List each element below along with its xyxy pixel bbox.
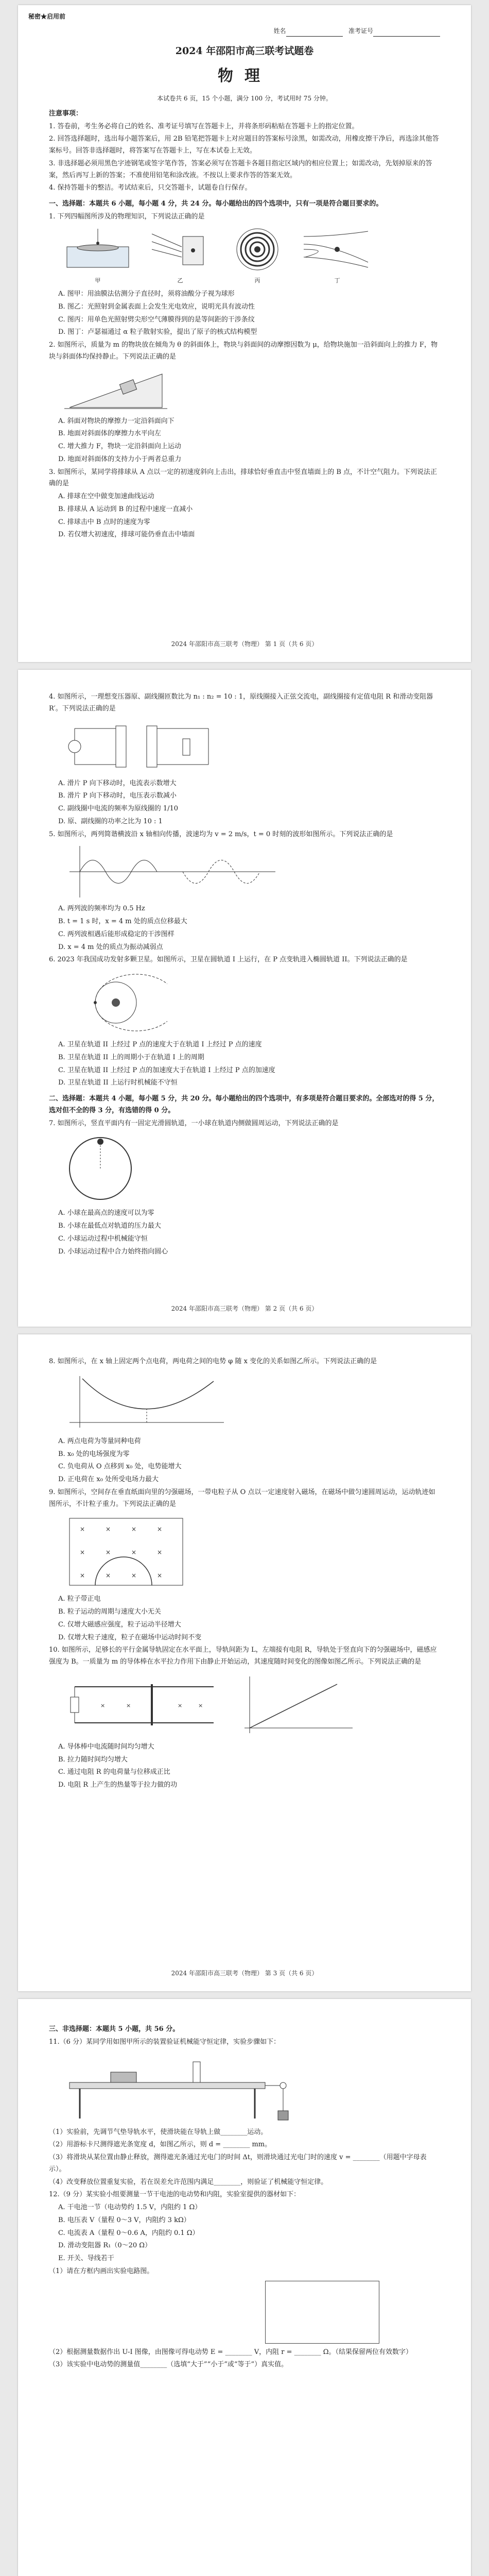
question-7-option: B. 小球在最低点对轨道的压力最大 [58,1222,161,1230]
figure-photoelectric [147,226,214,286]
svg-text:×: × [131,1572,137,1580]
exam-page-3 [18,1334,471,1991]
figure-interference-rings [229,226,286,286]
circuit-drawing-box[interactable] [265,2281,379,2344]
svg-text:×: × [178,1702,183,1709]
question-1-option: C. 图丙：用单色光照射劈尖形空气薄膜得到的是等间距的干涉条纹 [58,315,255,324]
figure-label: 丁 [334,277,340,284]
figure-alpha-scattering [301,226,373,286]
question-12-part: （2）根据测量数据作出 U-I 图像，由图像可得电动势 E = ________ V，内阻 r = ________ Ω。（结果保留两位有效数字） [49,2348,413,2356]
question-6-stem: 6. 2023 年我国成功发射多颗卫星。如图所示，卫星在圆轨道 I 上运行，在 P 点变轨进入椭圆轨道 II。下列说法正确的是 [49,956,408,964]
exam-title: 2024 年邵阳市高三联考试题卷 [175,45,314,57]
question-2-figure [64,366,440,413]
question-12-equipment: B. 电压表 V（量程 0～3 V，内阻约 3 kΩ） [58,2216,190,2224]
question-9-figure [64,1513,440,1590]
exam-page-4 [18,1999,471,2576]
question-12-equipment: C. 电流表 A（量程 0～0.6 A，内阻约 0.1 Ω） [58,2229,199,2237]
question-4-option: D. 原、副线圈的功率之比为 10 : 1 [58,817,163,825]
question-11-part: （1）实验前，先调节气垫导轨水平，使滑块能在导轨上做________运动。 [49,2128,268,2136]
question-4-option: A. 滑片 P 向下移动时，电流表示数增大 [58,779,177,787]
question-1-option: A. 图甲：用油膜法估测分子直径时，须将油酸分子视为球形 [58,290,235,298]
svg-text:×: × [106,1549,111,1556]
question-9-option: D. 仅增大粒子速度，粒子在磁场中运动时间不变 [58,1633,202,1641]
svg-text:×: × [157,1572,163,1580]
question-2-option: C. 增大推力 F，物块一定沿斜面向上运动 [58,443,181,450]
svg-text:×: × [100,1702,106,1709]
notice-item: 2. 回答选择题时，选出每小题答案后，用 2B 铅笔把答题卡上对应题目的答案标号涂黑，如需改动，用橡皮擦干净后，再选涂其他答案标号。回答非选择题时，将答案写在答题卡上，写在本试卷上无效。 [49,135,439,155]
subject-title: 物理 [218,67,271,86]
question-2-stem: 2. 如图所示，质量为 m 的物块放在倾角为 θ 的斜面体上，物块与斜面间的动摩擦因数为 μ，给物块施加一沿斜面向上的推力 F，物块与斜面体均保持静止。下列说法正确的是 [49,341,438,361]
figure-oil-film [64,226,131,286]
question-5-stem: 5. 如图所示，两列简谐横波沿 x 轴相向传播，波速均为 v = 2 m/s，t = 0 时刻的波形如图所示。下列说法正确的是 [49,830,393,838]
question-10-stem: 10. 如图所示，足够长的平行金属导轨固定在水平面上，导轨间距为 L，左端接有电阻 R，导轨处于竖直向下的匀强磁场中，磁感应强度为 B。一质量为 m 的导体棒在水平拉力作用下由静止开始运动，其速度随时间变化的图像如图乙所示。下列说法正确的是 [49,1646,437,1666]
question-10-option: C. 通过电阻 R 的电荷量与位移成正比 [58,1768,170,1776]
page-footer: 2024 年邵阳市高三联考（物理） 第 1 页（共 6 页） [171,640,318,648]
page-footer: 2024 年邵阳市高三联考（物理） 第 3 页（共 6 页） [171,1970,318,1977]
question-11-part: （3）将滑块从某位置由静止释放，测得遮光条通过光电门的时间 Δt，则滑块通过光电门时的速度 v = ________（用题中字母表示）。 [49,2154,427,2173]
question-3-option: B. 排球从 A 运动到 B 的过程中速度一直减小 [58,505,193,513]
question-1-option: B. 图乙：光照射到金属表面上会发生光电效应，说明光具有波动性 [58,302,255,311]
notice-item: 4. 保持答题卡的整洁。考试结束后，只交答题卡，试题卷自行保存。 [49,184,252,192]
svg-text:×: × [126,1702,131,1709]
question-6-option: B. 卫星在轨道 II 上的周期小于在轨道 I 上的周期 [58,1053,204,1061]
notice-item: 1. 答卷前，考生务必将自己的姓名、准考证号填写在答题卡上，并将条形码粘贴在答题卡上的指定位置。 [49,122,359,130]
question-10-option: D. 电阻 R 上产生的热量等于拉力做的功 [58,1781,178,1789]
question-12-equipment: A. 干电池一节（电动势约 1.5 V，内阻约 1 Ω） [58,2204,202,2211]
question-10-figures [64,1671,440,1738]
question-1-figures [64,226,440,286]
question-9-option: C. 仅增大磁感应强度，粒子运动半径增大 [58,1620,181,1629]
question-8-option: A. 两点电荷为等量同种电荷 [58,1437,141,1445]
question-11-part: （4）改变释放位置重复实验，若在误差允许范围内满足________，则验证了机械能守恒定律。 [49,2178,328,2186]
notice-title: 注意事项： [49,109,83,117]
question-6-option: D. 卫星在轨道 II 上运行时机械能不守恒 [58,1079,178,1087]
question-12-part: （1）请在方框内画出实验电路图。 [49,2267,154,2275]
figure-label: 乙 [177,277,183,284]
question-5-option: B. t = 1 s 时，x = 4 m 处的质点位移最大 [58,918,187,925]
question-9-option: A. 粒子带正电 [58,1595,101,1603]
question-2-option: B. 地面对斜面体的摩擦力水平向左 [58,430,161,438]
question-2-option: A. 斜面对物块的摩擦力一定沿斜面向下 [58,417,174,425]
question-8-stem: 8. 如图所示，在 x 轴上固定两个点电荷，两电荷之间的电势 φ 随 x 变化的关系如图乙所示。下列说法正确的是 [49,1358,377,1365]
question-8-option: D. 正电荷在 x₀ 处所受电场力最大 [58,1476,159,1483]
question-4-stem: 4. 如图所示，一理想变压器原、副线圈匝数比为 n₁ : n₂ = 10 : 1，原线圈接入正弦交流电，副线圈接有定值电阻 R 和滑动变阻器 R′。下列说法正确的是 [49,693,433,713]
notice-item: 3. 非选择题必须用黑色字迹钢笔或签字笔作答，答案必须写在答题卡各题目指定区域内的相应位置上；如需改动，先划掉原来的答案，然后再写上新的答案；不准使用铅笔和涂改液。不按以上要求作答的答案无效。 [49,159,432,179]
question-5-figure [64,843,440,900]
svg-text:×: × [131,1526,137,1533]
question-3-option: D. 若仅增大初速度，排球可能仍垂直击中墙面 [58,531,195,539]
svg-text:×: × [80,1572,85,1580]
svg-text:×: × [106,1526,111,1533]
section-2-heading: 二、选择题：本题共 4 小题，每小题 5 分，共 20 分。每小题给出的四个选项中，有多项是符合题目要求的。全部选对的得 5 分，选对但不全的得 3 分，有选错的得 0 分。 [49,1095,439,1114]
name-ticket-line [49,26,440,37]
name-label: 姓名 [273,27,286,35]
question-6-option: A. 卫星在轨道 II 上经过 P 点的速度大于在轨道 I 上经过 P 点的速度 [58,1041,262,1048]
question-11-stem: 11.（6 分）某同学用如图甲所示的装置验证机械能守恒定律，实验步骤如下： [49,2038,281,2046]
figure-label: 丙 [254,277,260,284]
question-12-part: （3）该实验中电动势的测量值________（选填“大于”“小于”或“等于”）真实值。 [49,2361,288,2369]
question-4-option: B. 滑片 P 向下移动时，电压表示数减小 [58,792,177,800]
question-3-option: C. 排球击中 B 点时的速度为零 [58,518,150,526]
question-9-stem: 9. 如图所示，空间存在垂直纸面向里的匀强磁场，一带电粒子从 O 点以一定速度射入磁场，在磁场中做匀速圆周运动，运动轨迹如图所示，不计粒子重力。下列说法正确的是 [49,1488,435,1508]
question-11-figure [64,2052,440,2124]
question-6-option: C. 卫星在轨道 II 上经过 P 点的加速度大于在轨道 I 上经过 P 点的加速度 [58,1066,275,1074]
question-7-option: D. 小球运动过程中合力始终指向圆心 [58,1247,168,1256]
question-9-option: B. 粒子运动的周期与速度大小无关 [58,1608,161,1616]
svg-text:×: × [157,1549,163,1556]
question-8-option: B. x₀ 处的电场强度为零 [58,1450,130,1458]
ticket-label: 准考证号 [348,27,373,35]
svg-text:×: × [157,1526,163,1533]
exam-page-1 [18,5,471,662]
figure-label: 甲 [95,277,101,284]
page-footer: 2024 年邵阳市高三联考（物理） 第 2 页（共 6 页） [171,1305,318,1312]
svg-text:×: × [106,1572,111,1580]
question-2-option: D. 地面对斜面体的支持力小于两者总重力 [58,455,182,463]
exam-info: 本试卷共 6 页，15 个小题，满分 100 分，考试用时 75 分钟。 [157,94,332,102]
question-8-option: C. 负电荷从 O 点移到 x₀ 处，电势能增大 [58,1463,182,1471]
question-5-option: C. 两列波相遇后能形成稳定的干涉图样 [58,930,174,938]
section-1-heading: 一、选择题：本题共 6 小题，每小题 4 分，共 24 分。每小题给出的四个选项中，只有一项是符合题目要求的。 [49,200,383,208]
question-11-part: （2）用游标卡尺测得遮光条宽度 d，如图乙所示，则 d = ________ mm。 [49,2141,272,2149]
question-5-option: A. 两列波的频率均为 0.5 Hz [58,905,145,913]
svg-text:×: × [198,1702,203,1709]
question-8-figure [64,1371,440,1433]
question-3-stem: 3. 如图所示，某同学将排球从 A 点以一定的初速度斜向上击出，排球恰好垂直击中竖直墙面上的 B 点，不计空气阻力。下列说法正确的是 [49,468,438,488]
question-4-figure [64,718,440,775]
question-7-figure [64,1132,440,1205]
question-10-option: A. 导体棒中电流随时间均匀增大 [58,1742,154,1751]
question-10-option: B. 拉力随时间均匀增大 [58,1755,128,1764]
question-7-stem: 7. 如图所示，竖直平面内有一固定光滑圆轨道，一小球在轨道内侧做圆周运动，下列说法正确的是 [49,1119,339,1127]
question-12-equipment: D. 滑动变阻器 R₁（0～20 Ω） [58,2242,152,2250]
question-4-option: C. 副线圈中电流的频率为原线圈的 1/10 [58,805,179,812]
question-7-option: A. 小球在最高点的速度可以为零 [58,1209,154,1217]
question-6-figure [64,969,440,1036]
question-3-option: A. 排球在空中做变加速曲线运动 [58,493,154,500]
svg-text:×: × [80,1549,85,1556]
question-1-option: D. 图丁：卢瑟福通过 α 粒子散射实验，提出了原子的核式结构模型 [58,328,257,336]
secret-label: 秘密★启用前 [28,13,66,20]
question-5-option: D. x = 4 m 处的质点为振动减弱点 [58,943,163,951]
exam-page-2 [18,670,471,1327]
svg-text:×: × [131,1549,137,1556]
question-1-stem: 1. 下列四幅图所涉及的物理知识，下列说法正确的是 [49,212,205,221]
question-12-stem: 12.（9 分）某实验小组要测量一节干电池的电动势和内阻，实验室提供的器材如下： [49,2191,301,2199]
section-3-heading: 三、非选择题：本题共 5 小题，共 56 分。 [49,2025,180,2033]
question-7-option: C. 小球运动过程中机械能守恒 [58,1234,148,1243]
question-12-equipment: E. 开关、导线若干 [58,2255,114,2262]
svg-text:×: × [80,1526,85,1533]
